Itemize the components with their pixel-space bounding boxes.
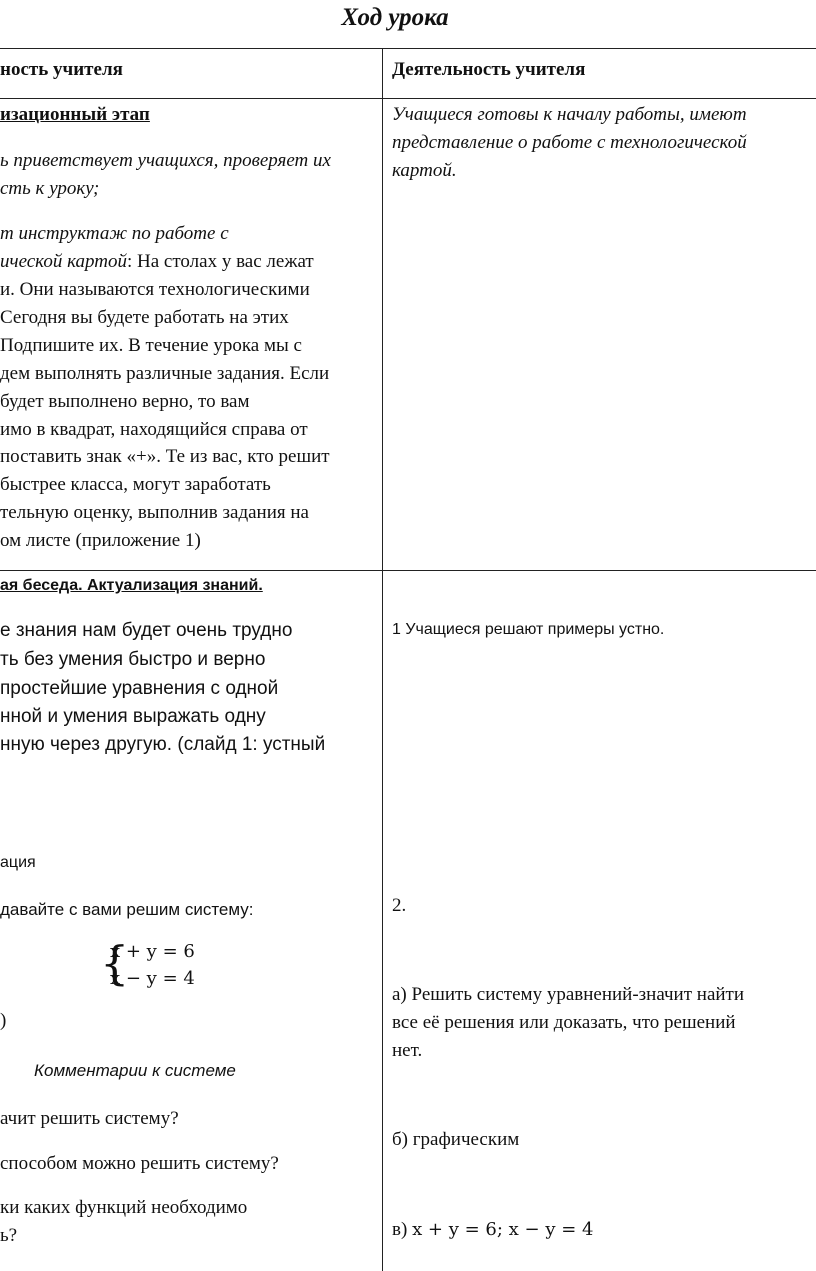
header-left: ность учителя xyxy=(0,59,123,80)
row1-bottom-border xyxy=(0,570,816,571)
comments-heading: Комментарии к системе xyxy=(34,1061,236,1080)
paragraph-line: ом листе (приложение 1) xyxy=(0,530,201,551)
paragraph-line: тельную оценку, выполнив задания на xyxy=(0,502,309,523)
question-2: способом можно решить систему? xyxy=(0,1153,279,1174)
answer-c-label: в) xyxy=(392,1219,408,1240)
greeting-line-2: сть к уроку; xyxy=(0,178,100,199)
intro-line: простейшие уравнения с одной xyxy=(0,678,279,699)
paragraph-line: и. Они называются технологическими xyxy=(0,279,310,300)
instruction-rest: : На столах у вас лежат xyxy=(126,251,314,272)
paragraph-line: поставить знак «+». Те из вас, кто решит xyxy=(0,446,330,467)
equation-1: x + y = 6 xyxy=(110,941,195,962)
table-top-border xyxy=(0,48,816,49)
page-title: Ход урока xyxy=(341,4,449,31)
paragraph-line: Сегодня вы будете работать на этих xyxy=(0,307,289,328)
paragraph-line: имо в квадрат, находящийся справа от xyxy=(0,419,308,440)
instruction-line-2 xyxy=(0,251,314,273)
answer-a-line-3: нет. xyxy=(392,1040,423,1061)
intro-line: нной и умения выражать одну xyxy=(0,706,266,727)
paragraph-line: будет выполнено верно, то вам xyxy=(0,391,250,412)
answer-2-label: 2. xyxy=(392,895,407,916)
intro-line: е знания нам будет очень трудно xyxy=(0,620,293,641)
question-3-line-2: ь? xyxy=(0,1225,18,1246)
motivation-label: ация xyxy=(0,854,36,871)
instruction-line-1: т инструктаж по работе с xyxy=(0,223,229,244)
equation-2: x − y = 4 xyxy=(110,968,195,989)
column-divider xyxy=(382,48,383,1271)
closing-paren: ) xyxy=(0,1010,7,1031)
greeting-line-1: ь приветствует учащихся, проверяет их xyxy=(0,150,331,171)
solve-system-prompt: давайте с вами решим систему: xyxy=(0,900,254,919)
answer-c xyxy=(392,1219,594,1241)
answer-c-equation: x + y = 6; x − y = 4 xyxy=(412,1219,594,1240)
header-bottom-border xyxy=(0,98,816,99)
student-readiness-line-1: Учащиеся готовы к началу работы, имеют xyxy=(392,104,747,125)
instruction-italic: ической картой xyxy=(0,251,127,272)
answer-a-line-1: а) Решить систему уравнений-значит найти xyxy=(392,984,745,1005)
section-heading: ая беседа. Актуализация знаний. xyxy=(0,577,263,594)
answer-1: 1 Учащиеся решают примеры устно. xyxy=(392,621,665,638)
intro-line: нную через другую. (слайд 1: устный xyxy=(0,734,326,755)
paragraph-line: быстрее класса, могут заработать xyxy=(0,474,271,495)
system-brace: { xyxy=(100,936,130,990)
student-readiness-line-2: представление о работе с технологической xyxy=(392,132,747,153)
question-1: ачит решить систему? xyxy=(0,1108,179,1129)
answer-a-line-2: все её решения или доказать, что решений xyxy=(392,1012,736,1033)
question-3-line-1: ки каких функций необходимо xyxy=(0,1197,248,1218)
student-readiness-line-3: картой. xyxy=(392,160,457,181)
paragraph-line: дем выполнять различные задания. Если xyxy=(0,363,330,384)
stage-heading: изационный этап xyxy=(0,104,150,125)
intro-line: ть без умения быстро и верно xyxy=(0,649,266,670)
paragraph-line: Подпишите их. В течение урока мы с xyxy=(0,335,302,356)
header-right: Деятельность учителя xyxy=(392,59,586,80)
answer-b: б) графическим xyxy=(392,1129,520,1150)
